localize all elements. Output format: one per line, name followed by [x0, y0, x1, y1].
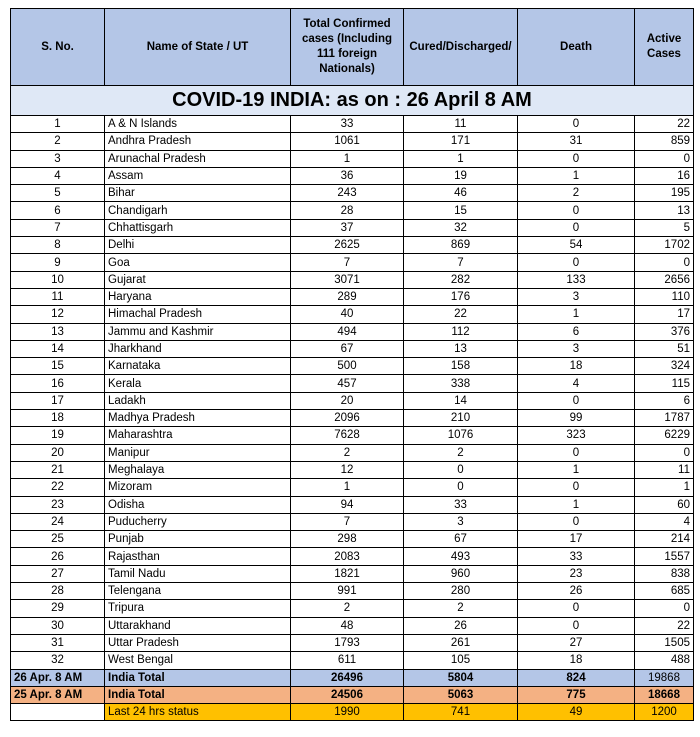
cell-death: 1	[518, 496, 635, 513]
cell-sno: 23	[11, 496, 105, 513]
cell-sno: 1	[11, 116, 105, 133]
cell-confirmed: 12	[291, 461, 404, 478]
cell-sno: 19	[11, 427, 105, 444]
total-current-cured: 5804	[404, 669, 518, 686]
table-row	[11, 306, 694, 323]
status-24h-label: Last 24 hrs status	[105, 704, 291, 721]
cell-active: 17	[635, 306, 694, 323]
cell-sno: 9	[11, 254, 105, 271]
total-previous-active: 18668	[635, 686, 694, 703]
header-row	[11, 9, 694, 86]
cell-state: Odisha	[105, 496, 291, 513]
cell-confirmed: 37	[291, 219, 404, 236]
total-row-previous	[11, 686, 694, 703]
table-row	[11, 116, 694, 133]
cell-confirmed: 1	[291, 150, 404, 167]
cell-cured: 261	[404, 634, 518, 651]
cell-state: Chhattisgarh	[105, 219, 291, 236]
cell-confirmed: 20	[291, 392, 404, 409]
cell-state: Karnataka	[105, 358, 291, 375]
cell-sno: 28	[11, 583, 105, 600]
cell-active: 115	[635, 375, 694, 392]
cell-active: 1702	[635, 237, 694, 254]
cell-confirmed: 36	[291, 167, 404, 184]
table-row	[11, 600, 694, 617]
cell-death: 0	[518, 150, 635, 167]
status-24h-death: 49	[518, 704, 635, 721]
table-row	[11, 358, 694, 375]
table-row	[11, 410, 694, 427]
cell-death: 1	[518, 306, 635, 323]
cell-active: 0	[635, 444, 694, 461]
status-24h-cured: 741	[404, 704, 518, 721]
cell-sno: 11	[11, 288, 105, 305]
table-row	[11, 565, 694, 582]
cell-confirmed: 289	[291, 288, 404, 305]
cell-cured: 171	[404, 133, 518, 150]
cell-death: 6	[518, 323, 635, 340]
cell-cured: 19	[404, 167, 518, 184]
cell-state: Uttar Pradesh	[105, 634, 291, 651]
cell-active: 376	[635, 323, 694, 340]
cell-confirmed: 2625	[291, 237, 404, 254]
cell-active: 488	[635, 652, 694, 669]
cell-death: 26	[518, 583, 635, 600]
cell-sno: 21	[11, 461, 105, 478]
cell-cured: 112	[404, 323, 518, 340]
total-previous-confirmed: 24506	[291, 686, 404, 703]
cell-confirmed: 7	[291, 254, 404, 271]
cell-death: 23	[518, 565, 635, 582]
cell-sno: 8	[11, 237, 105, 254]
cell-cured: 14	[404, 392, 518, 409]
cell-cured: 22	[404, 306, 518, 323]
cell-confirmed: 298	[291, 531, 404, 548]
status-24h-active: 1200	[635, 704, 694, 721]
cell-death: 0	[518, 600, 635, 617]
cell-sno: 22	[11, 479, 105, 496]
cell-death: 18	[518, 358, 635, 375]
cell-death: 0	[518, 219, 635, 236]
cell-cured: 280	[404, 583, 518, 600]
cell-active: 13	[635, 202, 694, 219]
cell-state: Gujarat	[105, 271, 291, 288]
status-24h-row	[11, 704, 694, 721]
cell-active: 1557	[635, 548, 694, 565]
cell-cured: 2	[404, 600, 518, 617]
cell-confirmed: 1793	[291, 634, 404, 651]
total-previous-label: India Total	[105, 686, 291, 703]
cell-sno: 18	[11, 410, 105, 427]
cell-state: West Bengal	[105, 652, 291, 669]
covid-table-container	[10, 8, 693, 721]
cell-active: 0	[635, 254, 694, 271]
table-row	[11, 479, 694, 496]
cell-death: 2	[518, 185, 635, 202]
cell-state: Himachal Pradesh	[105, 306, 291, 323]
cell-confirmed: 2	[291, 600, 404, 617]
cell-death: 323	[518, 427, 635, 444]
table-row	[11, 634, 694, 651]
column-header-confirmed: Total Confirmed cases (Including 111 foreign Nationals)	[291, 9, 404, 86]
table-row	[11, 617, 694, 634]
table-row	[11, 219, 694, 236]
cell-cured: 67	[404, 531, 518, 548]
cell-active: 195	[635, 185, 694, 202]
cell-state: Puducherry	[105, 513, 291, 530]
cell-confirmed: 991	[291, 583, 404, 600]
table-row	[11, 133, 694, 150]
cell-confirmed: 48	[291, 617, 404, 634]
cell-active: 6229	[635, 427, 694, 444]
cell-confirmed: 2096	[291, 410, 404, 427]
cell-sno: 27	[11, 565, 105, 582]
cell-confirmed: 611	[291, 652, 404, 669]
cell-confirmed: 457	[291, 375, 404, 392]
table-row	[11, 375, 694, 392]
cell-cured: 46	[404, 185, 518, 202]
cell-active: 0	[635, 600, 694, 617]
cell-sno: 14	[11, 340, 105, 357]
cell-state: Jammu and Kashmir	[105, 323, 291, 340]
cell-state: Manipur	[105, 444, 291, 461]
cell-state: Delhi	[105, 237, 291, 254]
cell-active: 214	[635, 531, 694, 548]
cell-sno: 3	[11, 150, 105, 167]
cell-active: 2656	[635, 271, 694, 288]
table-row	[11, 323, 694, 340]
cell-active: 60	[635, 496, 694, 513]
cell-confirmed: 67	[291, 340, 404, 357]
cell-sno: 29	[11, 600, 105, 617]
table-row	[11, 392, 694, 409]
cell-state: A & N Islands	[105, 116, 291, 133]
status-24h-confirmed: 1990	[291, 704, 404, 721]
cell-sno: 13	[11, 323, 105, 340]
cell-state: Goa	[105, 254, 291, 271]
column-header-active: Active Cases	[635, 9, 694, 86]
cell-sno: 7	[11, 219, 105, 236]
cell-state: Chandigarh	[105, 202, 291, 219]
cell-cured: 210	[404, 410, 518, 427]
cell-cured: 33	[404, 496, 518, 513]
cell-active: 22	[635, 116, 694, 133]
column-header-state: Name of State / UT	[105, 9, 291, 86]
cell-death: 4	[518, 375, 635, 392]
cell-sno: 5	[11, 185, 105, 202]
table-row	[11, 202, 694, 219]
table-row	[11, 461, 694, 478]
cell-state: Uttarakhand	[105, 617, 291, 634]
cell-cured: 32	[404, 219, 518, 236]
total-row-current	[11, 669, 694, 686]
cell-cured: 11	[404, 116, 518, 133]
cell-state: Bihar	[105, 185, 291, 202]
total-current-confirmed: 26496	[291, 669, 404, 686]
cell-active: 859	[635, 133, 694, 150]
total-current-active: 19868	[635, 669, 694, 686]
table-row	[11, 185, 694, 202]
cell-sno: 31	[11, 634, 105, 651]
state-rows	[11, 116, 694, 670]
cell-state: Arunachal Pradesh	[105, 150, 291, 167]
cell-sno: 10	[11, 271, 105, 288]
cell-death: 133	[518, 271, 635, 288]
cell-active: 51	[635, 340, 694, 357]
total-current-death: 824	[518, 669, 635, 686]
cell-cured: 26	[404, 617, 518, 634]
cell-state: Rajasthan	[105, 548, 291, 565]
cell-state: Punjab	[105, 531, 291, 548]
cell-confirmed: 2083	[291, 548, 404, 565]
cell-cured: 7	[404, 254, 518, 271]
cell-death: 31	[518, 133, 635, 150]
cell-active: 4	[635, 513, 694, 530]
cell-confirmed: 40	[291, 306, 404, 323]
cell-active: 5	[635, 219, 694, 236]
total-previous-death: 775	[518, 686, 635, 703]
column-header-sno: S. No.	[11, 9, 105, 86]
cell-confirmed: 2	[291, 444, 404, 461]
cell-cured: 15	[404, 202, 518, 219]
cell-state: Madhya Pradesh	[105, 410, 291, 427]
cell-death: 18	[518, 652, 635, 669]
cell-confirmed: 3071	[291, 271, 404, 288]
cell-state: Haryana	[105, 288, 291, 305]
cell-death: 0	[518, 254, 635, 271]
status-24h-sno	[11, 704, 105, 721]
column-header-cured: Cured/Discharged/	[404, 9, 518, 86]
page-title: COVID-19 INDIA: as on : 26 April 8 AM	[11, 86, 694, 116]
cell-sno: 15	[11, 358, 105, 375]
cell-death: 0	[518, 202, 635, 219]
cell-active: 1	[635, 479, 694, 496]
cell-cured: 158	[404, 358, 518, 375]
cell-active: 16	[635, 167, 694, 184]
table-row	[11, 496, 694, 513]
cell-death: 0	[518, 444, 635, 461]
cell-sno: 25	[11, 531, 105, 548]
cell-confirmed: 1061	[291, 133, 404, 150]
cell-cured: 493	[404, 548, 518, 565]
table-row	[11, 652, 694, 669]
cell-active: 1505	[635, 634, 694, 651]
cell-confirmed: 500	[291, 358, 404, 375]
cell-sno: 16	[11, 375, 105, 392]
cell-sno: 6	[11, 202, 105, 219]
cell-cured: 0	[404, 461, 518, 478]
cell-state: Tripura	[105, 600, 291, 617]
column-header-death: Death	[518, 9, 635, 86]
cell-cured: 1	[404, 150, 518, 167]
cell-sno: 2	[11, 133, 105, 150]
table-row	[11, 444, 694, 461]
table-row	[11, 548, 694, 565]
table-row	[11, 531, 694, 548]
cell-active: 0	[635, 150, 694, 167]
cell-sno: 26	[11, 548, 105, 565]
cell-active: 1787	[635, 410, 694, 427]
table-row	[11, 237, 694, 254]
cell-sno: 32	[11, 652, 105, 669]
cell-state: Tamil Nadu	[105, 565, 291, 582]
cell-confirmed: 33	[291, 116, 404, 133]
cell-confirmed: 94	[291, 496, 404, 513]
cell-state: Andhra Pradesh	[105, 133, 291, 150]
table-row	[11, 271, 694, 288]
cell-death: 0	[518, 479, 635, 496]
table-row	[11, 427, 694, 444]
cell-state: Assam	[105, 167, 291, 184]
cell-active: 11	[635, 461, 694, 478]
cell-active: 22	[635, 617, 694, 634]
total-previous-cured: 5063	[404, 686, 518, 703]
cell-sno: 24	[11, 513, 105, 530]
cell-confirmed: 7628	[291, 427, 404, 444]
cell-death: 0	[518, 116, 635, 133]
cell-cured: 13	[404, 340, 518, 357]
cell-death: 99	[518, 410, 635, 427]
covid-table	[10, 8, 694, 721]
table-row	[11, 513, 694, 530]
cell-death: 0	[518, 513, 635, 530]
table-row	[11, 288, 694, 305]
cell-death: 0	[518, 617, 635, 634]
cell-confirmed: 1	[291, 479, 404, 496]
cell-cured: 282	[404, 271, 518, 288]
cell-sno: 20	[11, 444, 105, 461]
total-current-date: 26 Apr. 8 AM	[11, 669, 105, 686]
table-row	[11, 583, 694, 600]
cell-death: 54	[518, 237, 635, 254]
cell-state: Maharashtra	[105, 427, 291, 444]
total-current-label: India Total	[105, 669, 291, 686]
cell-active: 6	[635, 392, 694, 409]
cell-death: 1	[518, 167, 635, 184]
cell-cured: 3	[404, 513, 518, 530]
cell-cured: 960	[404, 565, 518, 582]
cell-confirmed: 7	[291, 513, 404, 530]
cell-death: 27	[518, 634, 635, 651]
cell-cured: 869	[404, 237, 518, 254]
cell-active: 110	[635, 288, 694, 305]
cell-sno: 30	[11, 617, 105, 634]
table-row	[11, 167, 694, 184]
cell-death: 33	[518, 548, 635, 565]
cell-death: 3	[518, 288, 635, 305]
cell-confirmed: 243	[291, 185, 404, 202]
cell-cured: 176	[404, 288, 518, 305]
cell-cured: 1076	[404, 427, 518, 444]
cell-state: Ladakh	[105, 392, 291, 409]
cell-confirmed: 1821	[291, 565, 404, 582]
cell-cured: 2	[404, 444, 518, 461]
cell-death: 17	[518, 531, 635, 548]
table-row	[11, 254, 694, 271]
cell-death: 1	[518, 461, 635, 478]
cell-confirmed: 494	[291, 323, 404, 340]
cell-death: 3	[518, 340, 635, 357]
table-row	[11, 150, 694, 167]
total-previous-date: 25 Apr. 8 AM	[11, 686, 105, 703]
cell-state: Jharkhand	[105, 340, 291, 357]
cell-cured: 0	[404, 479, 518, 496]
cell-state: Telengana	[105, 583, 291, 600]
cell-sno: 12	[11, 306, 105, 323]
cell-active: 324	[635, 358, 694, 375]
cell-active: 838	[635, 565, 694, 582]
table-row	[11, 340, 694, 357]
cell-cured: 338	[404, 375, 518, 392]
cell-state: Meghalaya	[105, 461, 291, 478]
cell-confirmed: 28	[291, 202, 404, 219]
cell-cured: 105	[404, 652, 518, 669]
cell-state: Mizoram	[105, 479, 291, 496]
cell-death: 0	[518, 392, 635, 409]
cell-state: Kerala	[105, 375, 291, 392]
cell-active: 685	[635, 583, 694, 600]
cell-sno: 17	[11, 392, 105, 409]
cell-sno: 4	[11, 167, 105, 184]
